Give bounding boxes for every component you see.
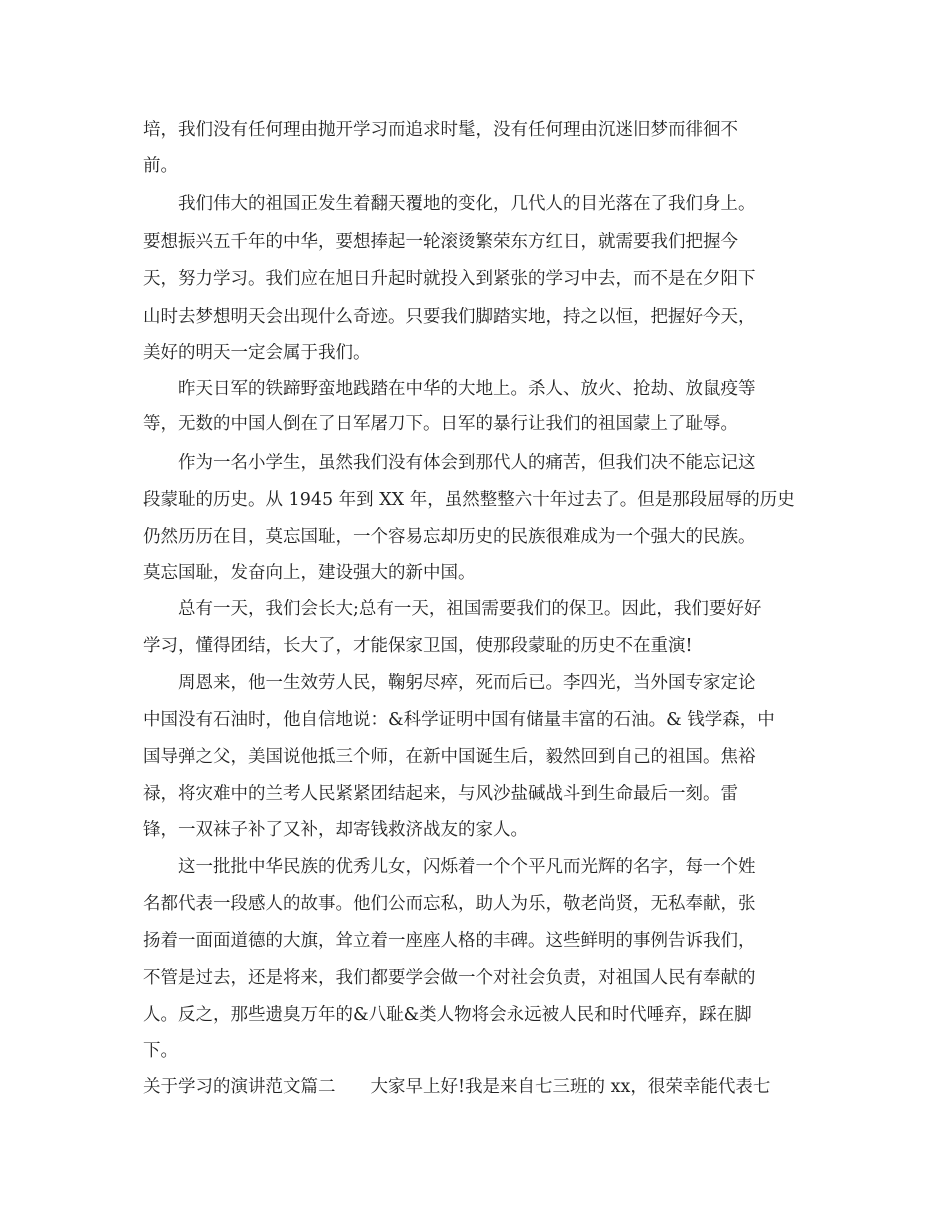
text-line: 名都代表一段感人的故事。他们公而忘私，助人为乐，敬老尚贤，无私奉献，张: [143, 894, 756, 914]
text-line: 锋，一双袜子补了又补，却寄钱救济战友的家人。: [143, 820, 528, 840]
text-line: 等，无数的中国人倒在了日军屠刀下。日军的暴行让我们的祖国蒙上了耻辱。: [143, 414, 738, 434]
paragraph-start-line: 这一批批中华民族的优秀儿女，闪烁着一个个平凡而光辉的名字，每一个姓: [178, 857, 756, 877]
paragraph-start-line: 昨天日军的铁蹄野蛮地践踏在中华的大地上。杀人、放火、抢劫、放鼠疫等: [178, 379, 756, 399]
text-line: 美好的明天一定会属于我们。: [143, 343, 371, 363]
section-heading-line: 关于学习的演讲范文篇二 大家早上好!我是来自七三班的 xx，很荣幸能代表七: [143, 1077, 771, 1097]
text-line: 国导弹之父，美国说他抵三个师，在新中国诞生后，毅然回到自己的祖国。焦裕: [143, 747, 756, 767]
text-line: 培，我们没有任何理由抛开学习而追求时髦，没有任何理由沉迷旧梦而徘徊不: [143, 120, 738, 140]
text-line: 前。: [143, 156, 178, 176]
text-line: 天，努力学习。我们应在旭日升起时就投入到紧张的学习中去，而不是在夕阳下: [143, 269, 756, 289]
text-line: 下。: [143, 1041, 178, 1061]
paragraph-start-line: 作为一名小学生，虽然我们没有体会到那代人的痛苦，但我们决不能忘记这: [178, 453, 756, 473]
text-line: 学习，懂得团结，长大了，才能保家卫国，使那段蒙耻的历史不在重演!: [143, 636, 693, 656]
paragraph-start-line: 总有一天，我们会长大;总有一天，祖国需要我们的保卫。因此，我们要好好: [178, 599, 762, 619]
text-line: 要想振兴五千年的中华，要想捧起一轮滚烫繁荣东方红日，就需要我们把握今: [143, 232, 738, 252]
text-line: 莫忘国耻，发奋向上，建设强大的新中国。: [143, 563, 476, 583]
text-line: 人。反之，那些遗臭万年的&八耻&类人物将会永远被人民和时代唾弃，踩在脚: [143, 1005, 752, 1025]
text-line: 不管是过去，还是将来，我们都要学会做一个对社会负责，对祖国人民有奉献的: [143, 968, 756, 988]
text-line: 山时去梦想明天会出现什么奇迹。只要我们脚踏实地，持之以恒，把握好今天，: [143, 307, 756, 327]
paragraph-start-line: 我们伟大的祖国正发生着翻天覆地的变化，几代人的目光落在了我们身上。: [178, 194, 756, 214]
text-line: 禄，将灾难中的兰考人民紧紧团结起来，与风沙盐碱战斗到生命最后一刻。雷: [143, 784, 738, 804]
text-line: 扬着一面面道德的大旗，耸立着一座座人格的丰碑。这些鲜明的事例告诉我们，: [143, 931, 756, 951]
paragraph-start-line: 周恩来，他一生效劳人民，鞠躬尽瘁，死而后已。李四光，当外国专家定论: [178, 673, 756, 693]
text-line: 段蒙耻的历史。从 1945 年到 XX 年，虽然整整六十年过去了。但是那段屈辱的历史: [143, 490, 795, 510]
text-line: 中国没有石油时，他自信地说：&科学证明中国有储量丰富的石油。& 钱学森，中: [143, 710, 775, 730]
text-line: 仍然历历在目，莫忘国耻，一个容易忘却历史的民族很难成为一个强大的民族。: [143, 527, 756, 547]
